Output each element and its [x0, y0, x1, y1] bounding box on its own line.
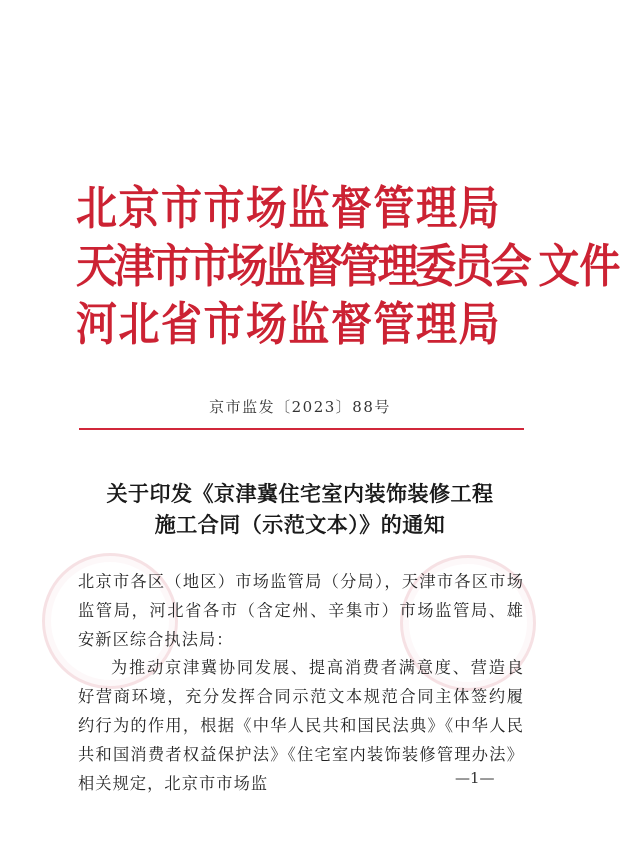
title-line: 关于印发《京津冀住宅室内装饰装修工程	[106, 481, 494, 506]
issuer-line-hebei	[76, 292, 546, 357]
title-line: 施工合同（示范文本）》的通知	[154, 512, 446, 537]
issuer-name: 河北省市场监督管理局	[76, 297, 501, 352]
document-body	[78, 568, 524, 798]
document-type-suffix: 文件	[538, 239, 620, 294]
addressees: 北京市各区（地区）市场监管局（分局），天津市各区市场监管局，河北省各市（含定州、辛集市）市场监管局、雄安新区综合执法局：	[78, 572, 524, 649]
page-number: —1—	[455, 769, 495, 787]
body-paragraph: 为推动京津冀协同发展、提高消费者满意度、营造良好营商环境，充分发挥合同示范文本规范合同主体签约履约行为的作用，根据《中华人民共和国民法典》《中华人民共和国消费者权益保护法》《住宅室内装饰装修管理办法》相关规定，北京市市场监	[78, 658, 524, 793]
document-number: 京市监发〔2023〕88号	[209, 398, 391, 416]
issuer-line-beijing	[76, 176, 546, 241]
red-divider-line	[79, 428, 524, 430]
issuer-line-tianjin	[76, 234, 620, 299]
document-title	[0, 478, 600, 540]
issuer-name: 北京市市场监督管理局	[76, 181, 501, 236]
issuer-header	[76, 176, 620, 352]
issuer-name: 天津市市场监督管理委员会	[76, 239, 529, 294]
